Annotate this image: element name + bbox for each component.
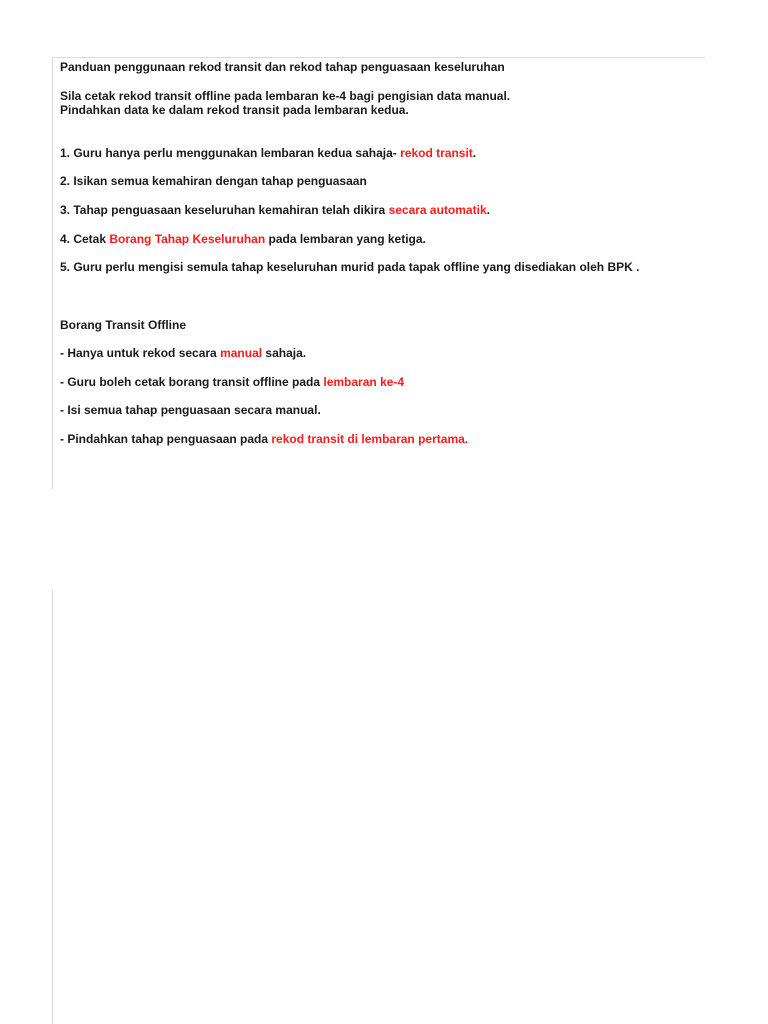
bullet-3: - Isi semua tahap penguasaan secara manual. — [60, 403, 321, 417]
step-3-highlight: secara automatik — [388, 203, 487, 217]
document-title: Panduan penggunaan rekod transit dan rekod tahap penguasaan keseluruhan — [60, 60, 505, 74]
step-2: 2. Isikan semua kemahiran dengan tahap penguasaan — [60, 174, 367, 188]
cell-border-left-upper — [52, 57, 53, 489]
intro-line-2: Pindahkan data ke dalam rekod transit pada lembaran kedua. — [60, 103, 409, 117]
bullet-2 — [60, 375, 404, 389]
bullet-4 — [60, 432, 468, 446]
bullet-1-text: - Hanya untuk rekod secara — [60, 346, 221, 360]
step-5: 5. Guru perlu mengisi semula tahap keseluruhan murid pada tapak offline yang disediakan oleh BPK . — [60, 260, 640, 274]
step-4-end: pada lembaran yang ketiga. — [265, 232, 426, 246]
step-4 — [60, 232, 426, 246]
step-1 — [60, 146, 476, 160]
step-1-highlight: rekod transit — [400, 146, 473, 160]
intro-line-1: Sila cetak rekod transit offline pada lembaran ke-4 bagi pengisian data manual. — [60, 89, 511, 103]
bullet-1-end: sahaja. — [262, 346, 307, 360]
cell-border-left-lower — [52, 590, 53, 1024]
step-3-end: . — [486, 203, 490, 217]
step-3 — [60, 203, 490, 217]
bullet-2-text: - Guru boleh cetak borang transit offline pada — [60, 375, 324, 389]
step-3-text: 3. Tahap penguasaan keseluruhan kemahiran telah dikira — [60, 203, 389, 217]
step-1-text: 1. Guru hanya perlu menggunakan lembaran kedua sahaja- — [60, 146, 401, 160]
step-1-end: . — [472, 146, 477, 160]
step-4-text: 4. Cetak — [60, 232, 110, 246]
bullet-4-text: - Pindahkan tahap penguasaan pada — [60, 432, 272, 446]
section-2-title: Borang Transit Offline — [60, 318, 187, 332]
step-4-highlight: Borang Tahap Keseluruhan — [109, 232, 266, 246]
cell-border-top — [53, 57, 705, 58]
bullet-1 — [60, 346, 306, 360]
bullet-1-highlight: manual — [220, 346, 263, 360]
bullet-2-highlight: lembaran ke-4 — [323, 375, 405, 389]
bullet-4-highlight: rekod transit di lembaran pertama. — [271, 432, 469, 446]
